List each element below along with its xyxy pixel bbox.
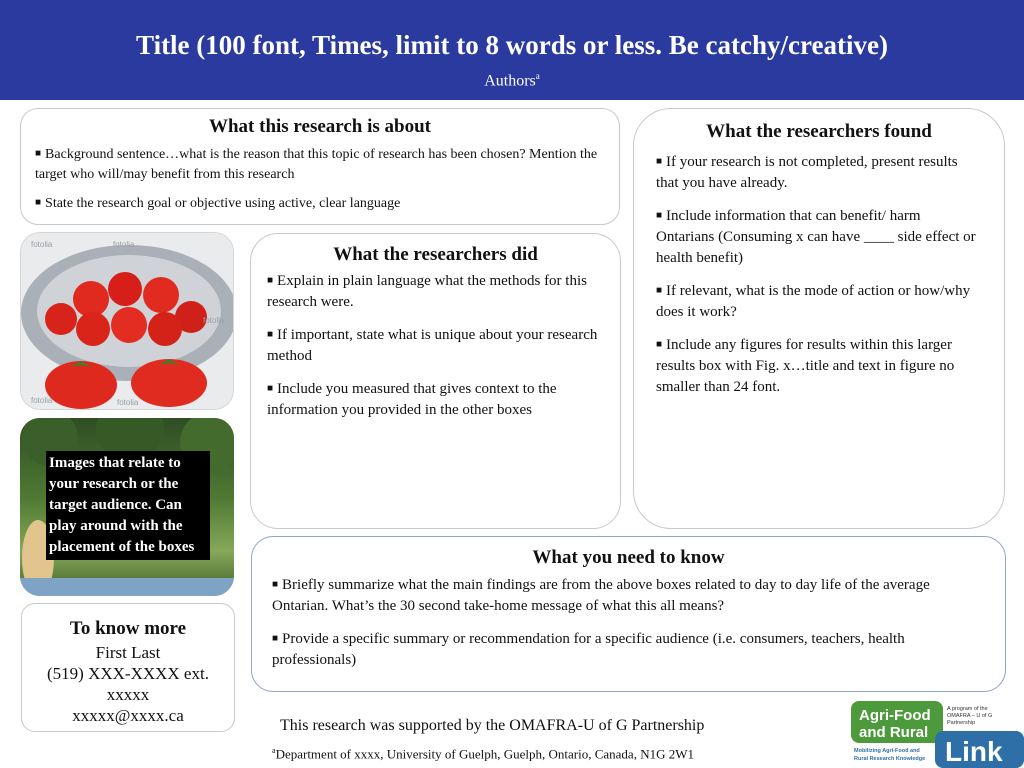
- researchers-did-bullet: [267, 378, 604, 421]
- contact-heading: To know more: [69, 618, 187, 639]
- bullet-text: Include any figures for results within this larger results box with Fig. x…title and text in figure no smaller than 24 font.: [656, 337, 955, 395]
- need-to-know-heading: What you need to know: [532, 547, 725, 568]
- researchers-found-bullet: [656, 151, 982, 194]
- garden-image: [20, 418, 234, 596]
- tomatoes-illustration: [21, 233, 234, 410]
- bullet-text: Explain in plain language what the methods for this research were.: [267, 273, 587, 310]
- bullet-text: Background sentence…what is the reason that this topic of research has been chosen? Mention the target who will/may benefit from this research: [35, 147, 598, 182]
- square-bullet-icon: ■: [35, 148, 42, 159]
- tomato: [45, 361, 117, 409]
- support-statement: This research was supported by the OMAFRA-U of G Partnership: [280, 717, 705, 734]
- research-about-heading: What this research is about: [208, 116, 432, 137]
- authors-superscript: a: [535, 71, 540, 81]
- logo-tagline: Rural Research Knowledge: [854, 756, 926, 762]
- need-to-know-bullet: [272, 574, 985, 617]
- square-bullet-icon: ■: [272, 579, 279, 590]
- researchers-did-bullet: [267, 324, 604, 367]
- logo-line-2: and Rural: [859, 724, 929, 741]
- tomato: [76, 312, 110, 346]
- department-affiliation: [272, 746, 694, 762]
- contact-phone: (519) XXX-XXXX ext. xxxxx: [47, 664, 209, 704]
- researchers-found-bullet: [656, 205, 982, 269]
- logo-tagline: Mobilizing Agri-Food and: [854, 748, 920, 754]
- logo-program-line: Partnership: [947, 720, 976, 726]
- logo-link-word: Link: [945, 736, 1003, 767]
- researchers-found-heading: What the researchers found: [706, 121, 932, 142]
- tomato: [131, 359, 207, 407]
- square-bullet-icon: ■: [267, 383, 274, 394]
- logo-program-line: OMAFRA – U of G: [947, 713, 993, 719]
- square-bullet-icon: ■: [272, 633, 279, 644]
- square-bullet-icon: ■: [656, 156, 663, 167]
- logo-graphic: [851, 701, 1024, 768]
- bullet-text: If relevant, what is the mode of action or how/why does it work?: [656, 283, 971, 320]
- bullet-text: Include information that can benefit/ harm Ontarians (Consuming x can have ____ side effect or health benefit): [656, 208, 976, 266]
- researchers-did-box: [250, 233, 621, 529]
- square-bullet-icon: ■: [267, 275, 274, 286]
- fotolia-watermark: fotolia: [31, 396, 53, 405]
- poster-header: [0, 0, 1024, 100]
- researchers-found-bullet: [656, 334, 982, 398]
- tomato: [148, 312, 182, 346]
- contact-box: [21, 603, 235, 732]
- research-about-bullet: [35, 144, 605, 185]
- logo-line-1: Agri-Food: [859, 707, 931, 724]
- need-to-know-bullet: [272, 628, 985, 671]
- agri-food-rural-link-logo: [851, 701, 1024, 768]
- bullet-text: Briefly summarize what the main findings are from the above boxes related to day to day life of the average Ontarian. What’s the 30 second take-home message of what this all means?: [272, 577, 930, 614]
- department-text: Department of xxxx, University of Guelph, Guelph, Ontario, Canada, N1G 2W1: [275, 746, 694, 762]
- tomato: [45, 303, 77, 335]
- tomato: [111, 307, 147, 343]
- contact-email[interactable]: xxxxx@xxxx.ca: [72, 706, 184, 725]
- square-bullet-icon: ■: [656, 210, 663, 221]
- bullet-text: If important, state what is unique about your research method: [267, 327, 598, 364]
- affiliation-superscript: a: [272, 746, 276, 755]
- square-bullet-icon: ■: [656, 285, 663, 296]
- fotolia-watermark: fotolia: [117, 398, 139, 407]
- bullet-text: Provide a specific summary or recommendation for a specific audience (i.e. consumers, teachers, health professionals): [272, 631, 905, 668]
- need-to-know-box: [251, 536, 1006, 692]
- research-about-box: [20, 108, 620, 225]
- bullet-text: If your research is not completed, present results that you have already.: [656, 154, 958, 191]
- tomato: [108, 272, 142, 306]
- fotolia-watermark: fotolia: [31, 240, 53, 249]
- research-about-bullet: [35, 193, 605, 214]
- poster-authors: [0, 71, 1024, 90]
- authors-label: Authors: [484, 72, 536, 90]
- tomato: [143, 277, 179, 313]
- researchers-found-bullet: [656, 280, 982, 323]
- square-bullet-icon: ■: [35, 197, 42, 208]
- square-bullet-icon: ■: [656, 339, 663, 350]
- tomato: [73, 281, 109, 317]
- image-caption: Images that relate to your research or the target audience. Can play around with the placement of the boxes: [46, 451, 210, 560]
- fotolia-watermark: fotolia: [113, 240, 135, 249]
- researchers-found-box: [633, 108, 1005, 529]
- fotolia-watermark: fotolia: [203, 316, 225, 325]
- logo-program-line: A program of the: [947, 706, 988, 712]
- square-bullet-icon: ■: [267, 329, 274, 340]
- contact-name: First Last: [95, 643, 161, 662]
- bullet-text: State the research goal or objective using active, clear language: [45, 196, 401, 211]
- poster-title: Title (100 font, Times, limit to 8 words or less. Be catchy/creative): [136, 30, 888, 60]
- researchers-did-bullet: [267, 270, 604, 313]
- garden-ground: [20, 578, 234, 596]
- tomatoes-image: [20, 232, 234, 410]
- bullet-text: Include you measured that gives context to the information you provided in the other boxes: [267, 381, 557, 418]
- researchers-did-heading: What the researchers did: [333, 244, 538, 265]
